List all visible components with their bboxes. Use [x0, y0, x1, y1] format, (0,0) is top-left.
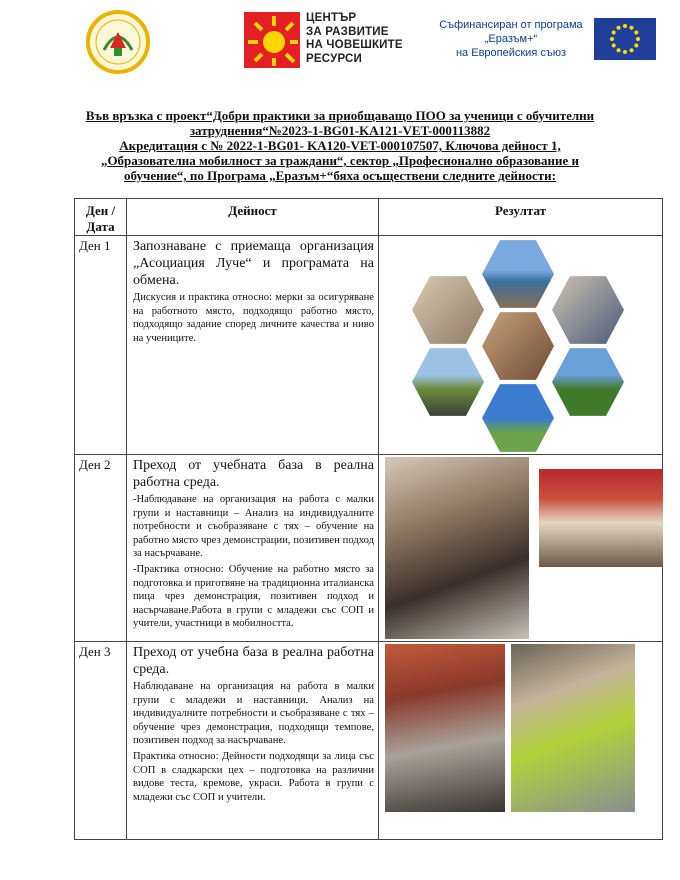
activity-cell	[127, 642, 379, 840]
hrdc-name: ЦЕНТЪР ЗА РАЗВИТИЕ НА ЧОВЕШКИТЕ РЕСУРСИ	[306, 12, 403, 65]
table-header-row	[75, 199, 663, 236]
page-header	[0, 0, 680, 80]
hrdc-sun-icon	[244, 12, 300, 68]
activity-cell	[127, 455, 379, 642]
activity-text: Наблюдаване на организация на работа в малки групи с младежи и наставници. Анализ на индивидуалните потребности и съобразяване с тях – обучение чрез демонстрация, подходящи темпове, позитивен подход за насърчаване.	[133, 681, 374, 747]
activity-title: Преход от учебната база в реална работна среда.	[133, 458, 374, 490]
result-cell	[379, 642, 663, 840]
intro-line: „Образователна мобилност за граждани“, сектор „Професионално образование и	[100, 153, 580, 168]
collage-photo	[482, 310, 554, 382]
collage-photo	[552, 346, 624, 418]
collage-photo	[482, 382, 554, 454]
table-row	[75, 455, 663, 642]
hrdc-logo	[244, 12, 404, 68]
intro-line: Във връзка с проект“Добри практики за приобщаващо ПОО за ученици с обучителни	[85, 108, 595, 123]
result-cell	[379, 455, 663, 642]
activities-table	[74, 198, 663, 840]
pizza-workshop-photo	[385, 457, 529, 639]
collage-photo	[552, 274, 624, 346]
day-cell: Ден 2	[75, 455, 127, 642]
eu-funding-text: Съфинансиран от програма „Еразъм+“ на Европейския съюз	[439, 19, 583, 59]
group-photo	[539, 469, 663, 567]
eu-funding-logo	[432, 18, 658, 62]
header-day: Ден / Дата	[75, 199, 127, 236]
header-activity: Дейност	[127, 199, 379, 236]
activity-cell	[127, 236, 379, 455]
collage-photo	[412, 346, 484, 418]
school-emblem-logo	[80, 10, 156, 74]
activity-title: Преход от учебна база в реална работна среда.	[133, 645, 374, 677]
activity-title: Запознаване с приемаща организация „Асоциация Луче“ и програмата на обмена.	[133, 239, 374, 288]
dough-rolling-photo	[511, 644, 635, 812]
table-row	[75, 236, 663, 455]
result-cell	[379, 236, 663, 455]
intro-line: затруднения“№2023-1-BG01-KA121-VET-000113882	[189, 123, 491, 138]
day-cell: Ден 1	[75, 236, 127, 455]
eu-flag-icon	[594, 18, 656, 60]
day-cell: Ден 3	[75, 642, 127, 840]
activity-text: -Наблюдаване на организация на работа с малки групи и наставници – Анализ на индивидуалните потребности и съобразяване с тях – обучение на работно място чрез демонстрации, позитивен подход за насърчаване.	[133, 494, 374, 560]
table-row	[75, 642, 663, 840]
activity-text: Дискусия и практика относно: мерки за осигуряване на работното място, подходящо работно място, подходящо задание според личните качества и ниво на учениците.	[133, 292, 374, 344]
activity-text: -Практика относно: Обучение на работно място за подготовка и приготвяне на традиционна италианска пица чрез демонстрация, позитивен подход и насърчаване.Работа в групи с младежи със СОП и учители, участници в мобилността.	[133, 563, 374, 630]
collage-photo	[412, 274, 484, 346]
project-intro-heading	[70, 108, 610, 183]
collage-photo	[482, 238, 554, 310]
header-result: Резултат	[379, 199, 663, 236]
intro-line: обучение“, по Програма „Еразъм+“бяха осъществени следните дейности:	[124, 168, 556, 183]
pastry-workshop-photo	[385, 644, 505, 812]
activity-text: Практика относно: Дейности подходящи за лица със СОП в сладкарски цех – подготовка на различни видове теста, кремове, украси. Работа в групи с младежи със СОП и учители.	[133, 750, 374, 803]
photo-collage	[404, 238, 634, 454]
intro-line: Акредитация с № 2022-1-BG01- KA120-VET-000107507, Ключова дейност 1,	[119, 138, 561, 153]
